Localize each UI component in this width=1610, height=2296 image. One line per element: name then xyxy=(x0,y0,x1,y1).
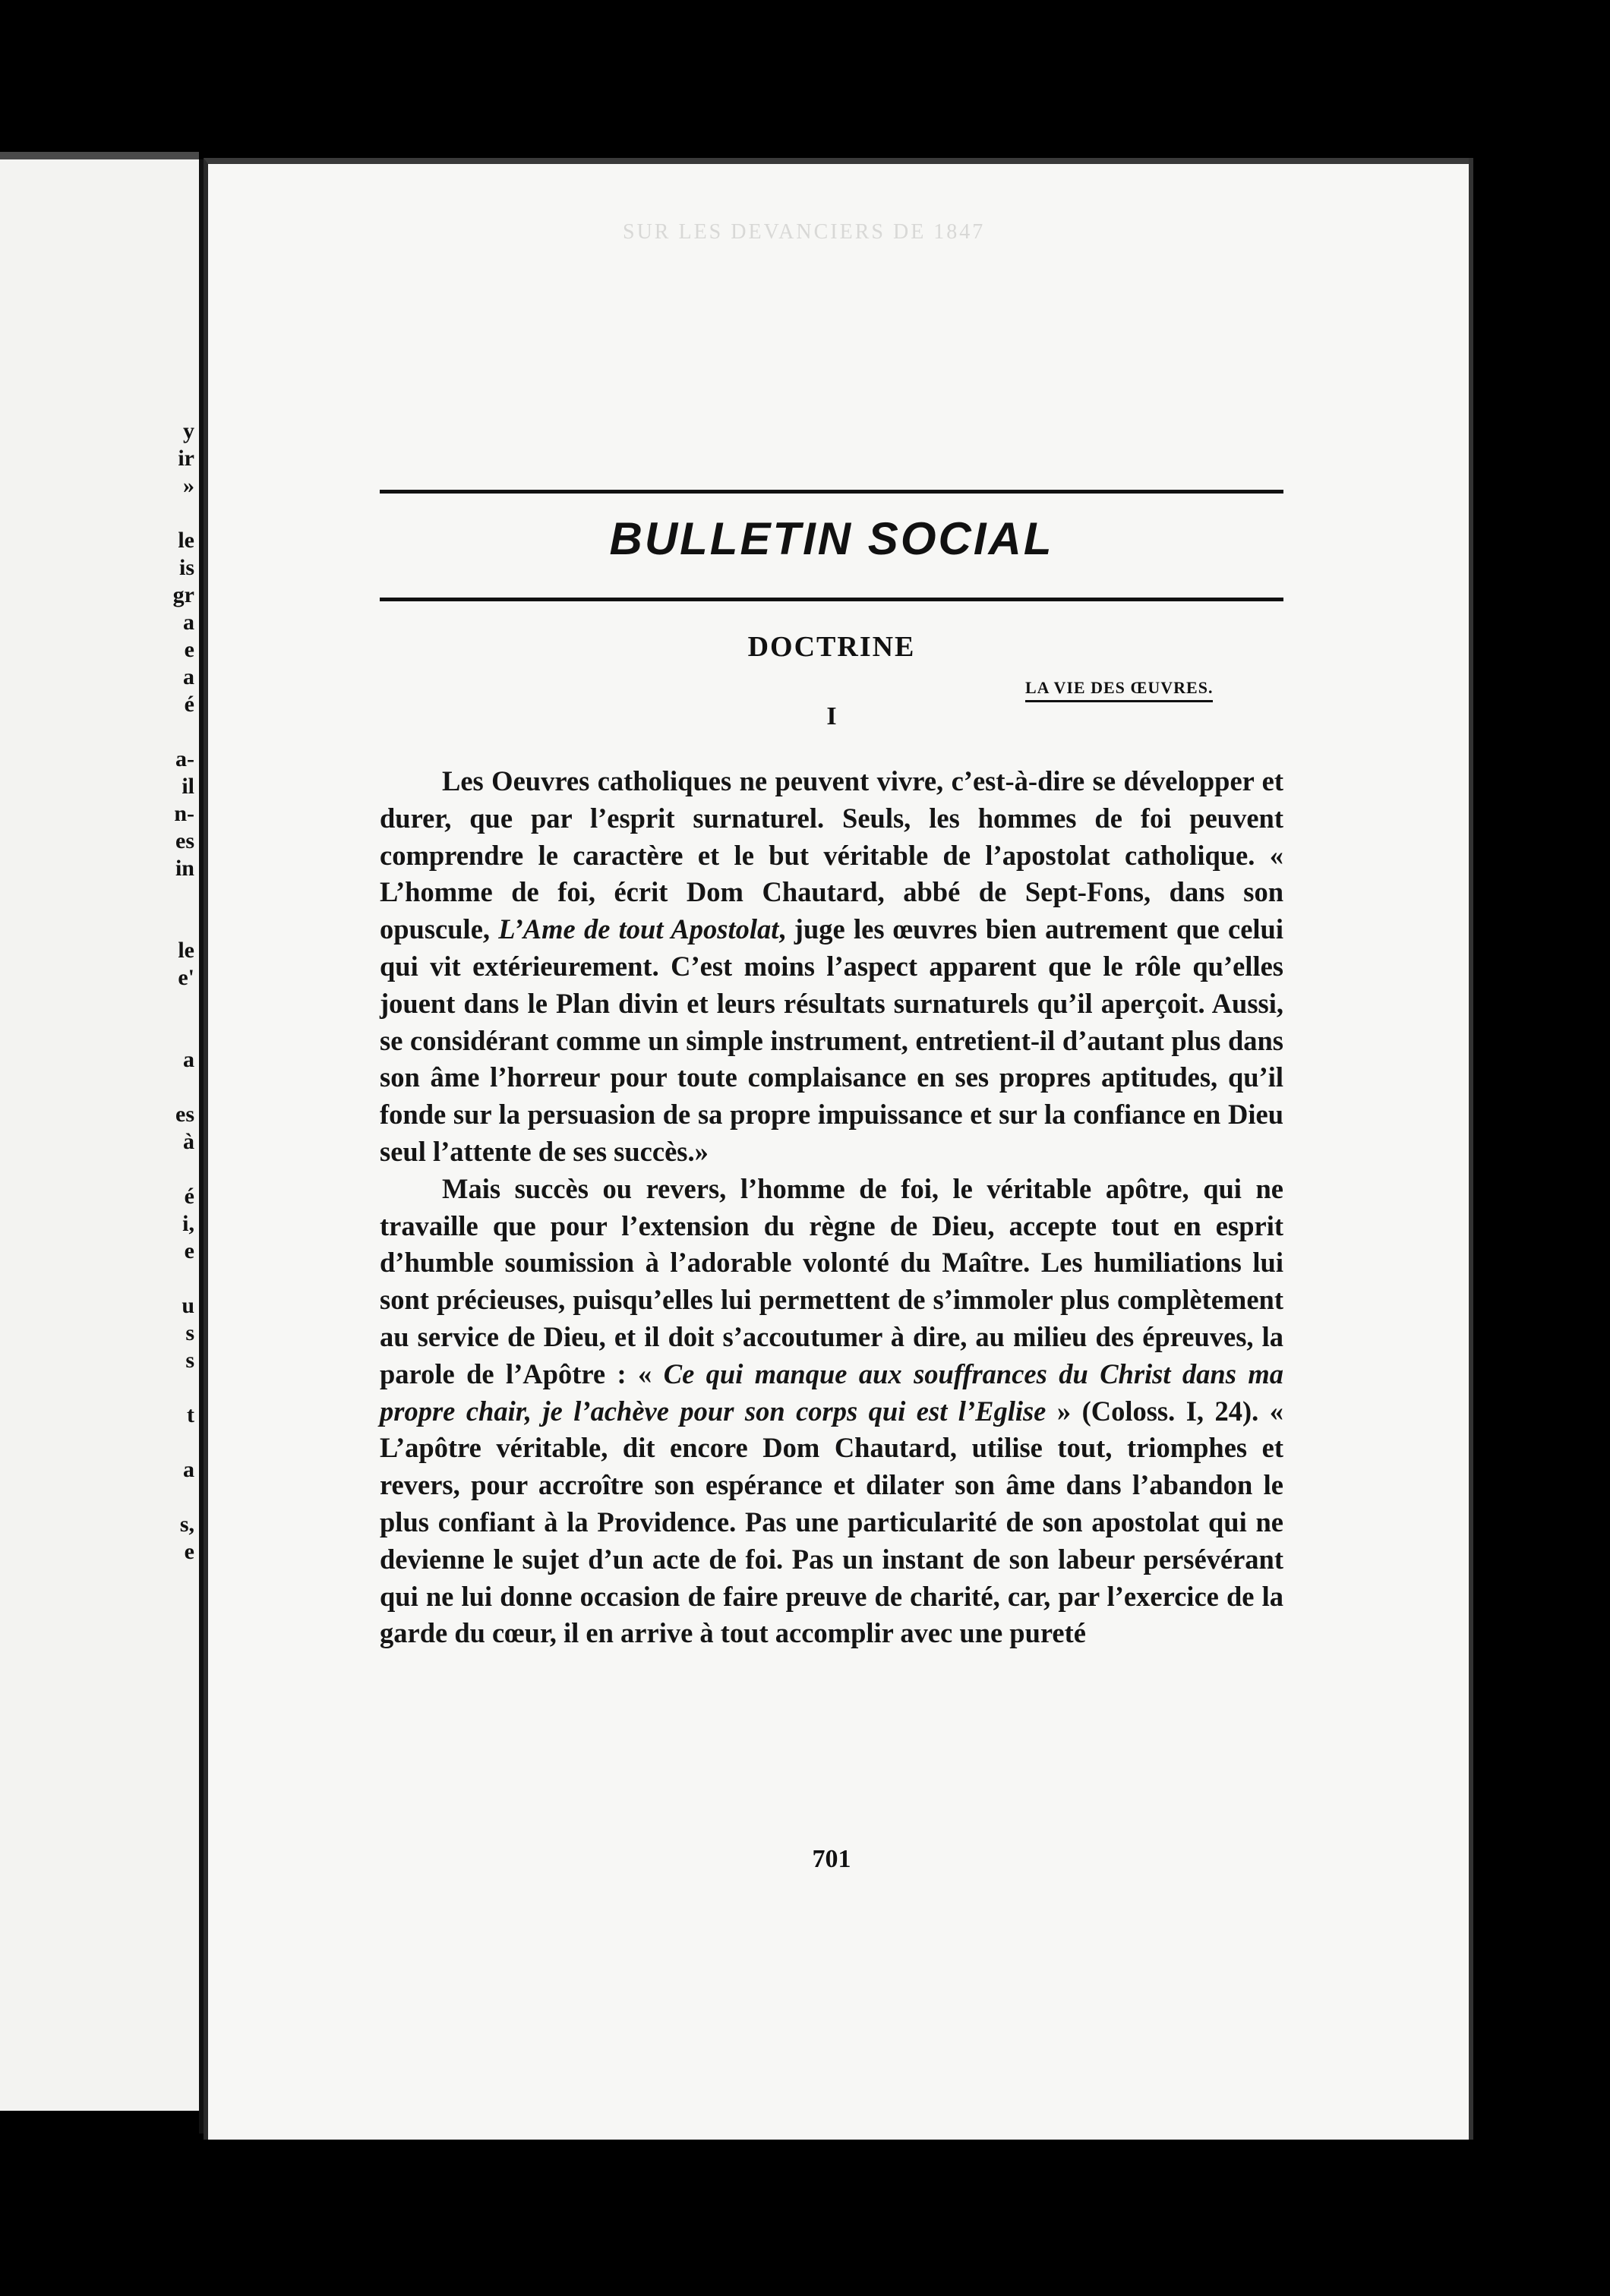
left-page-fragment: a xyxy=(183,664,194,689)
left-page-fragment xyxy=(149,992,194,1019)
left-page-fragment xyxy=(149,718,194,746)
paragraph-2: Mais succès ou revers, l’homme de foi, le véritable apôtre, qui ne travaille que pour l’extension du règne de Dieu, accepte tout en esprit d’humble soumission à l’adorable volonté du Maître. Les humiliations lui sont précieuses, puisqu’elles lui permettent de s’immoler plus complètement au service de Dieu, et il doit s’accoutumer à dire, au milieu des épreuves, la parole de l’Apôtre : « Ce qui manque aux souffrances du Christ dans ma propre chair, je l’achève pour son corps qui est l’Eglise » (Coloss. I, 24). « L’apôtre véritable, dit encore Dom Chautard, utilise tout, triomphes et revers, pour accroître son espérance et dilater son âme dans l’abandon le plus confiant à la Providence. Pas une particularité de son apostolat qui ne devienne le sujet d’un acte de foi. Pas un instant de son labeur persévérant qui ne lui donne occasion de faire preuve de charité, car, par l’exercice de la garde du cœur, il en arrive à tout accomplir avec une pureté xyxy=(380,1172,1283,1649)
left-page-fragment: i, xyxy=(182,1211,194,1236)
left-page-fragment: a- xyxy=(175,746,194,771)
left-page-fragment: a xyxy=(183,1047,194,1072)
left-page-fragment: e' xyxy=(178,965,194,990)
subsection-tag: LA VIE DES ŒUVRES. xyxy=(1025,678,1213,702)
left-page-fragment xyxy=(149,1484,194,1511)
scripture-quote-italic: Ce qui manque aux souffrances du Christ dans ma propre chair, je l’achève pour son corps qui est l’Eglise xyxy=(380,1358,1283,1427)
left-page-fragment: a xyxy=(183,610,194,635)
left-page-fragment: e xyxy=(184,1238,194,1263)
left-page-fragment xyxy=(149,1429,194,1456)
book-title-italic: L’Ame de tout Apostolat xyxy=(498,913,779,945)
title-rule-top xyxy=(380,490,1283,494)
left-page-fragment xyxy=(149,910,194,937)
title-rule-bottom xyxy=(380,598,1283,601)
left-page-fragment: gr xyxy=(172,582,194,607)
left-page-fragment: is xyxy=(178,555,194,580)
left-page-fragment: y xyxy=(183,418,194,443)
left-page-fragment: s, xyxy=(179,1512,194,1537)
left-page-fragment xyxy=(149,882,194,910)
page-edge xyxy=(1469,158,1473,2140)
bleed-through-running-header: SUR LES DEVANCIERS DE 1847 xyxy=(623,220,986,244)
left-page-fragment: à xyxy=(183,1129,194,1154)
left-page-fragment: le xyxy=(178,528,194,553)
left-page-fragment: il xyxy=(182,774,194,799)
left-page-fragment: » xyxy=(183,473,194,498)
left-page-fragment xyxy=(149,1074,194,1101)
section-numeral: I xyxy=(826,702,837,730)
article-body xyxy=(380,763,1283,1652)
left-page-fragment: é xyxy=(184,692,194,717)
left-facing-page xyxy=(0,152,199,2111)
left-page-fragment: n- xyxy=(174,801,194,826)
left-page-fragment xyxy=(149,500,194,527)
left-page-fragment xyxy=(149,1374,194,1402)
left-page-fragment: le xyxy=(178,938,194,963)
left-page-fragment: e xyxy=(184,1539,194,1564)
left-page-fragment: es xyxy=(175,1102,194,1127)
left-page-fragment: in xyxy=(175,856,194,881)
left-page-fragment: es xyxy=(175,828,194,853)
left-page-fragment xyxy=(149,1156,194,1183)
left-page-fragment xyxy=(149,1265,194,1292)
left-page-line-endings xyxy=(149,418,194,1566)
left-page-fragment: é xyxy=(184,1184,194,1209)
left-page-fragment: ir xyxy=(178,446,194,471)
left-page-fragment: e xyxy=(184,637,194,662)
section-heading: DOCTRINE xyxy=(747,631,916,663)
left-page-fragment: s xyxy=(185,1348,194,1373)
left-page-fragment: u xyxy=(182,1293,194,1318)
page-title: BULLETIN SOCIAL xyxy=(609,513,1054,564)
left-page-fragment xyxy=(149,1019,194,1046)
left-page-fragment: s xyxy=(185,1320,194,1345)
paragraph-1: Les Oeuvres catholiques ne peuvent vivre, c’est-à-dire se développer et durer, que par l’esprit surnaturel. Seuls, les hommes de foi peuvent comprendre le caractère et le but véritable de l’apostolat catholique. « L’homme de foi, écrit Dom Chautard, abbé de Sept-Fons, dans son opuscule, L’Ame de tout Apostolat, juge les œuvres bien autrement que celui qui vit extérieurement. C’est moins l’aspect apparent que le rôle qu’elles jouent dans le Plan divin et leurs résultats surnaturels qu’il aperçoit. Aussi, se considérant comme un simple instrument, entretient-il d’autant plus dans son âme l’horreur pour toute complaisance en ses propres aptitudes, qu’il fonde sur la persuasion de sa propre impuissance et sur la confiance en Dieu seul l’attente de ses succès.» xyxy=(380,765,1283,1167)
page-number: 701 xyxy=(812,1845,851,1873)
left-page-fragment: t xyxy=(187,1402,194,1427)
left-page-fragment: a xyxy=(183,1457,194,1482)
